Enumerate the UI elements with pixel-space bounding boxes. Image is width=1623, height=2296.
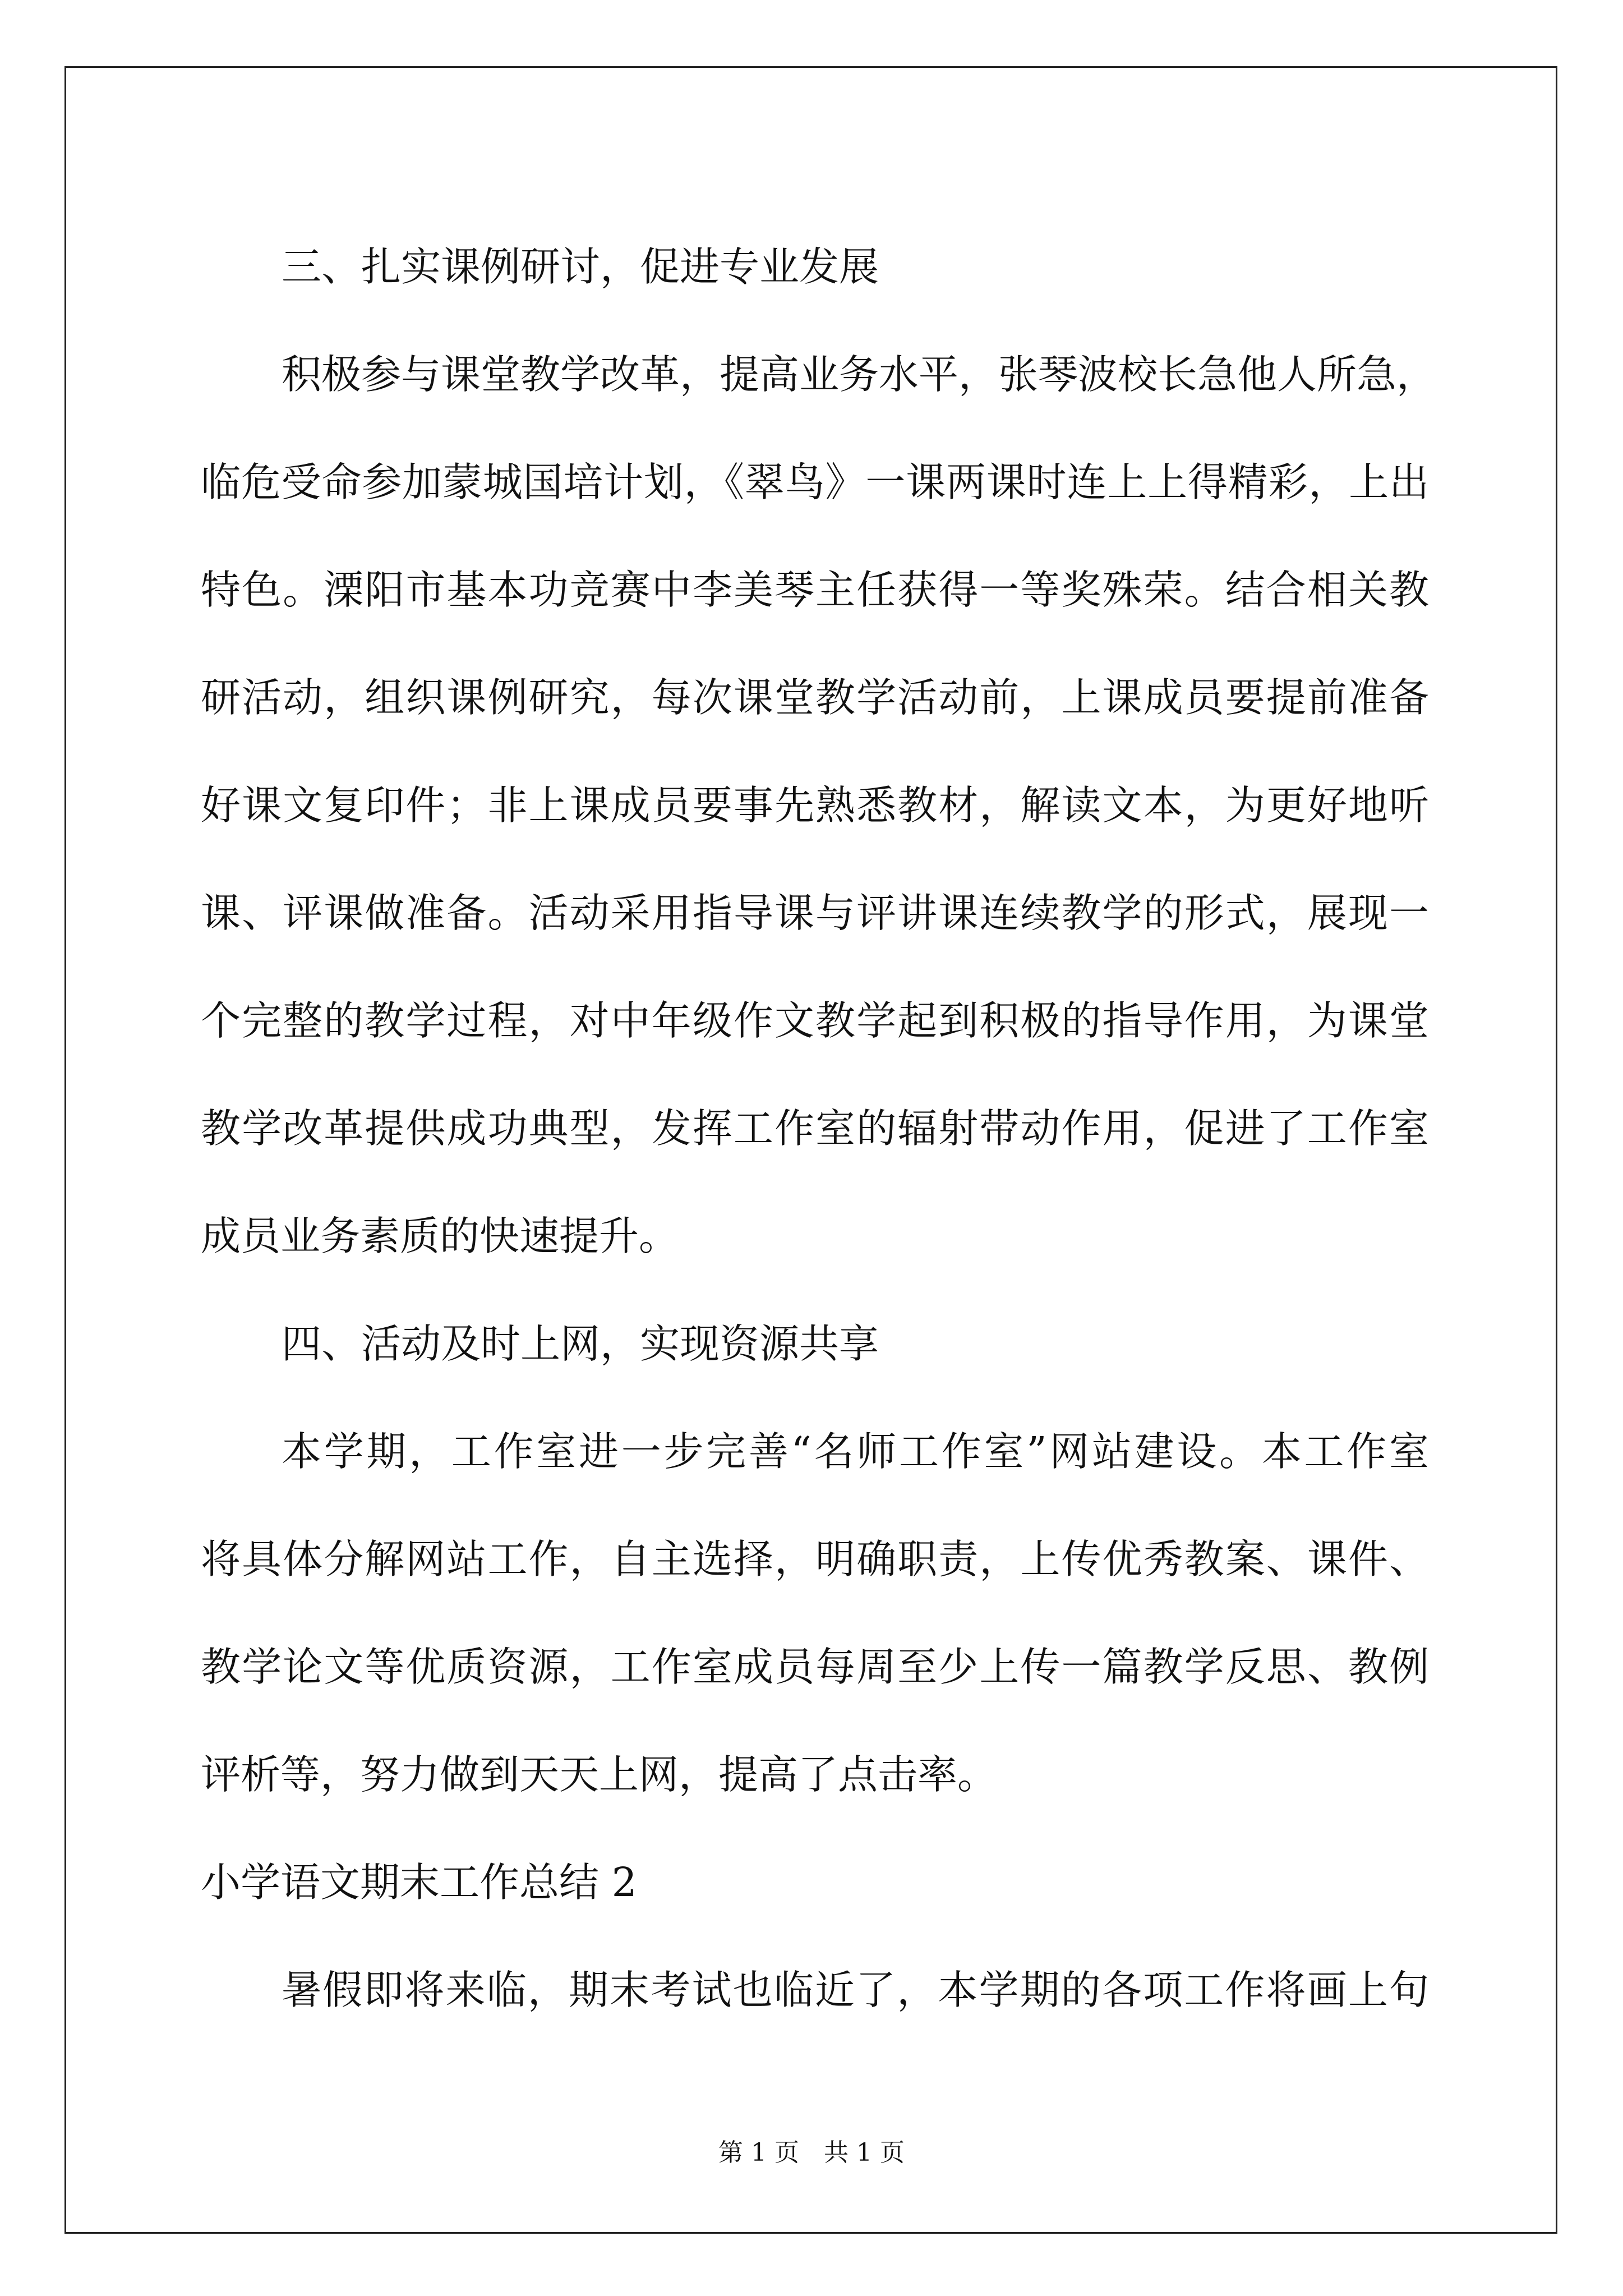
text-line: 暑假即将来临，期末考试也临近了，本学期的各项工作将画上句: [282, 1967, 1429, 2013]
text-line: 本学期，工作室进一步完善“名师工作室”网站建设。本工作室: [282, 1428, 1429, 1475]
text-line: 教学改革提供成功典型，发挥工作室的辐射带动作用，促进了工作室: [201, 1105, 1429, 1152]
text-line: 成员业务素质的快速提升。: [201, 1213, 679, 1259]
section-heading-3: [201, 213, 1429, 321]
text-line: 评析等，努力做到天天上网，提高了点击率。: [201, 1751, 998, 1798]
text-line: 个完整的教学过程，对中年级作文教学起到积极的指导作用，为课堂: [201, 997, 1429, 1044]
document-title: [201, 1829, 1429, 1936]
text-line: 三、扎实课例研讨，促进专业发展: [282, 243, 879, 290]
text-line: 好课文复印件；非上课成员要事先熟悉教材，解读文本，为更好地听: [201, 782, 1429, 829]
section-heading-4: [201, 1290, 1429, 1398]
body-paragraph: [201, 1398, 1429, 1829]
document-body: [201, 213, 1437, 2044]
text-line: 教学论文等优质资源，工作室成员每周至少上传一篇教学反思、教例: [201, 1644, 1429, 1690]
text-line: 课、评课做准备。活动采用指导课与评讲课连续教学的形式，展现一: [201, 890, 1429, 936]
page-footer: [0, 2136, 1623, 2170]
text-line: 积极参与课堂教学改革，提高业务水平，张琴波校长急他人所急，: [282, 351, 1437, 398]
body-paragraph: [201, 321, 1437, 1290]
text-line: 特色。溧阳市基本功竞赛中李美琴主任获得一等奖殊荣。结合相关教: [201, 567, 1429, 613]
text-line: 研活动，组织课例研究，每次课堂教学活动前，上课成员要提前准备: [201, 674, 1429, 721]
page-number: 第 1 页: [718, 2138, 799, 2167]
text-line: 将具体分解网站工作，自主选择，明确职责，上传优秀教案、课件、: [201, 1536, 1429, 1582]
text-line: 临危受命参加蒙城国培计划，《翠鸟》一课两课时连上上得精彩，上出: [201, 459, 1429, 505]
text-line: 小学语文期末工作总结 2: [201, 1859, 637, 1906]
body-paragraph: [201, 1936, 1429, 2044]
text-line: 四、活动及时上网，实现资源共享: [282, 1320, 879, 1367]
page-total: 共 1 页: [824, 2138, 905, 2167]
